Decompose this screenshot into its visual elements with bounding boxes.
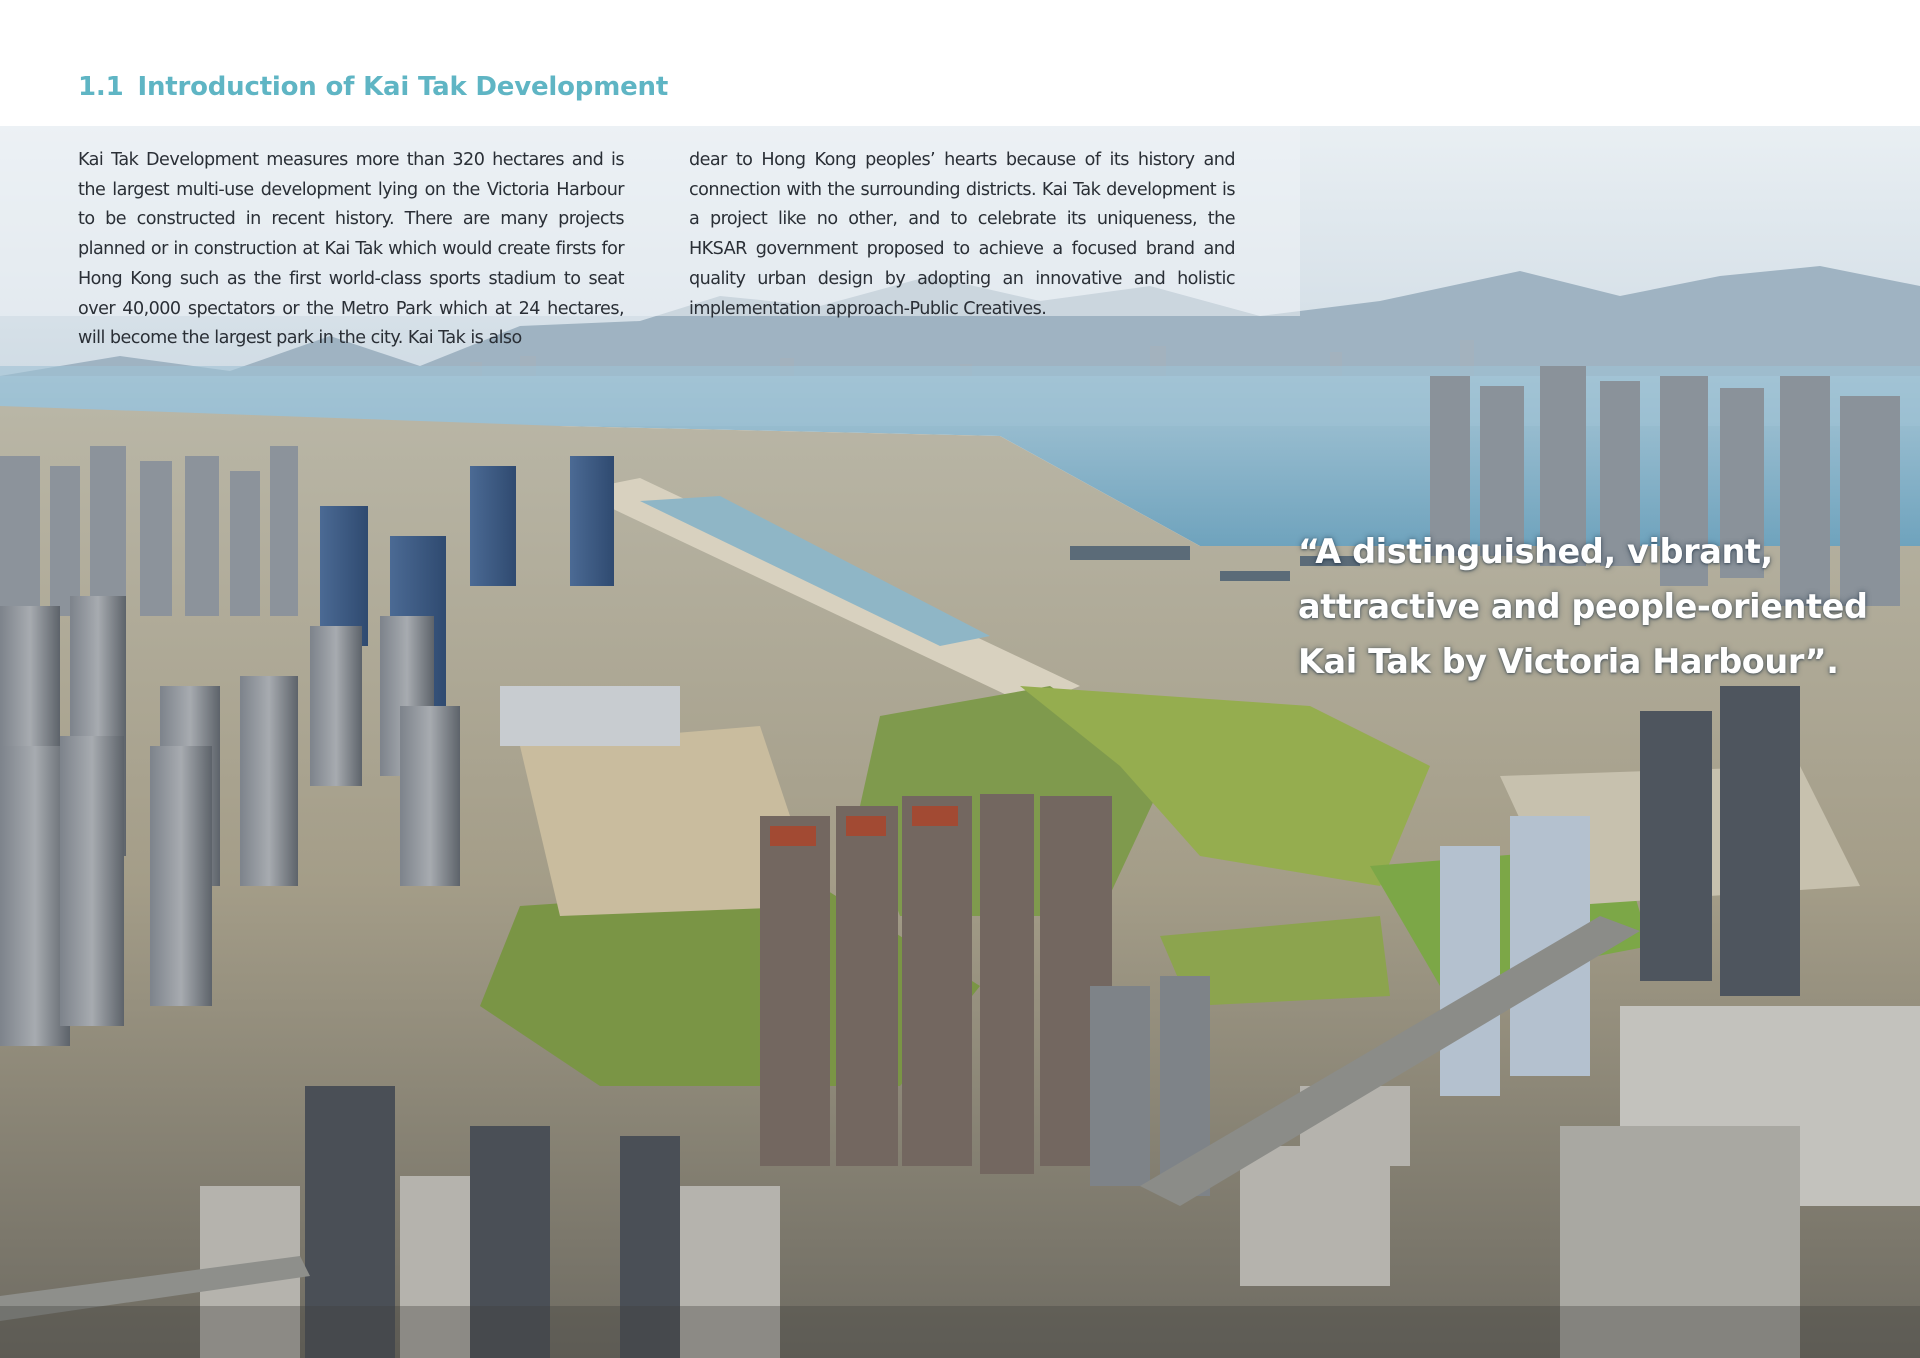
pull-quote	[1298, 524, 1898, 689]
pull-quote-line: Kai Tak by Victoria Harbour”.	[1298, 642, 1839, 681]
pull-quote-line: “A distinguished, vibrant,	[1298, 532, 1773, 571]
section-heading	[78, 72, 668, 102]
section-number: 1.1	[78, 72, 124, 102]
section-title: Introduction of Kai Tak Development	[137, 72, 669, 102]
body-text-right-column: dear to Hong Kong peoples’ hearts because of its history and connection with the surrounding districts. Kai Tak development is a project like no other, and to celebrate its uniqueness, the HKSAR government proposed to achieve a focused brand and quality urban design by adopting an innovative and holistic implementation approach-Public Creatives.	[689, 150, 1235, 319]
pull-quote-line: attractive and people-oriented	[1298, 587, 1868, 626]
page-header	[0, 0, 1920, 126]
body-text-left-column: Kai Tak Development measures more than 320 hectares and is the largest multi-use development lying on the Victoria Harbour to be constructed in recent history. There are many projects planned or in construction at Kai Tak which would create firsts for Hong Kong such as the first world-class sports stadium to seat over 40,000 spectators or the Metro Park which at 24 hectares, will become the largest park in the city. Kai Tak is also	[78, 150, 624, 349]
